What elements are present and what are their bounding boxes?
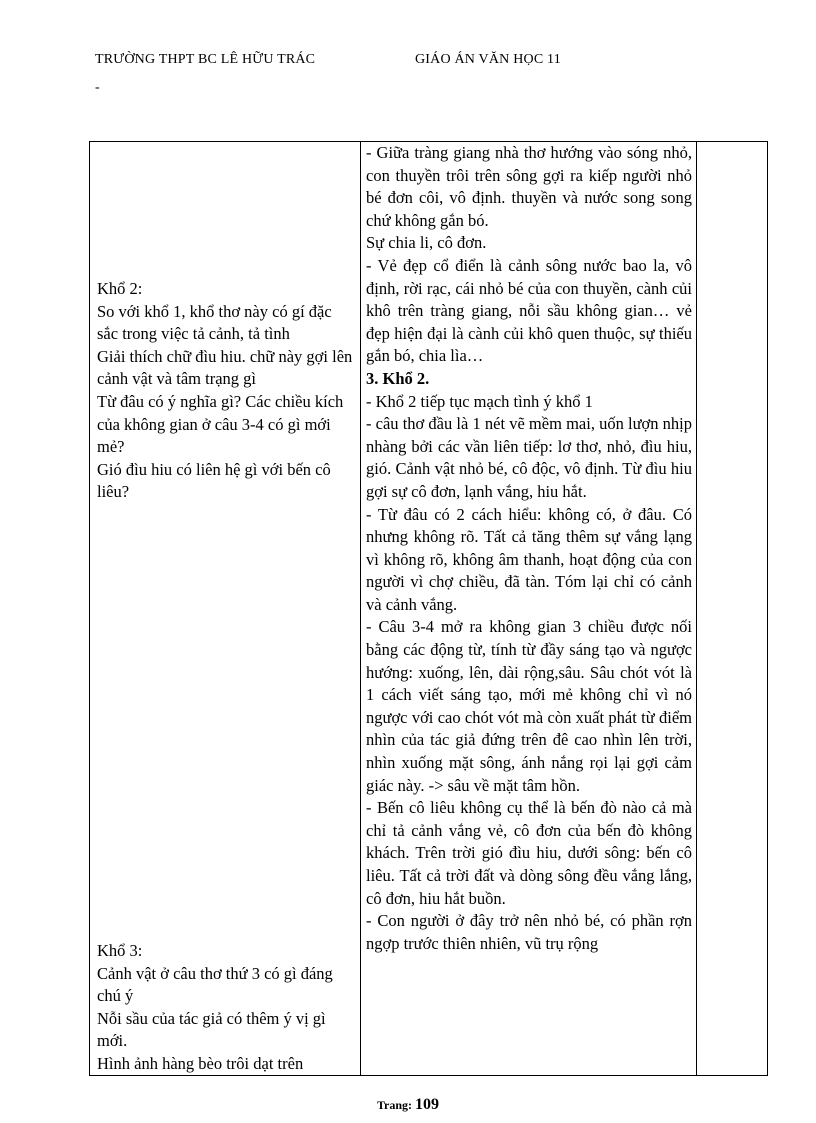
header-dash: - — [95, 80, 100, 95]
question-item: Giải thích chữ đìu hiu. chữ này gợi lên cảnh vật và tâm trạng gì — [97, 346, 353, 389]
content-paragraph: Sự chia li, cô đơn. — [366, 233, 487, 253]
page-footer — [0, 1096, 816, 1114]
questions-group-kho-3 — [97, 940, 355, 1076]
content-paragraph: - Giữa tràng giang nhà thơ hướng vào sóng nhỏ, con thuyền trôi trên sông gợi ra kiếp người nhỏ bé đơn côi, vô định. thuyền và nước song song chứ không gắn bó. — [366, 143, 692, 230]
section-heading: 3. Khổ 2. — [366, 368, 430, 388]
content-paragraph: - Bến cô liêu không cụ thể là bến đò nào cả mà chỉ tả cảnh vắng vẻ, cô đơn của bến đò không khách. Trên trời gió đìu hiu, dưới sông: bến cô liêu. Tất cả trời đất và dòng sông đều vắng lắng, cô đơn, hiu hắt buồn. — [366, 798, 692, 908]
content-paragraph: - Khổ 2 tiếp tục mạch tình ý khổ 1 — [366, 391, 593, 411]
question-item: Từ đâu có ý nghĩa gì? Các chiều kích của không gian ở câu 3-4 có gì mới mẻ? — [97, 391, 344, 457]
lesson-table — [89, 141, 768, 1076]
question-item: Nỗi sầu của tác giả có thêm ý vị gì mới. — [97, 1008, 326, 1051]
question-item: Hình ảnh hàng bèo trôi dạt trên — [97, 1053, 304, 1073]
content-paragraph: - câu thơ đầu là 1 nét vẽ mềm mai, uốn lượn nhịp nhàng bởi các vần liên tiếp: lơ thơ, nhỏ, đìu hiu, gió. Cảnh vật nhỏ bé, cô độc, vô định. Từ đìu hiu gợi sự cô đơn, lạnh vắng, hiu hắt. — [366, 414, 692, 501]
column-divider-1 — [360, 142, 361, 1075]
content-column — [366, 142, 692, 955]
content-paragraph: - Vẻ đẹp cổ điển là cảnh sông nước bao la, vô định, rời rạc, cái nhỏ bé của con thuyền, cành củi khô trên tràng giang, nỗi sầu không gian… vẻ đẹp hiện đại là cành củi khô quen thuộc, sự thiếu gắn bó, chia lìa… — [366, 255, 692, 366]
column-divider-2 — [696, 142, 697, 1075]
content-paragraph: - Con người ở đây trở nên nhỏ bé, có phần rợn ngợp trước thiên nhiên, vũ trụ rộng — [366, 911, 692, 953]
page-label: Trang: — [376, 1098, 413, 1112]
question-item: Cảnh vật ở câu thơ thứ 3 có gì đáng chú ý — [97, 963, 333, 1006]
question-heading: Khổ 2: — [97, 279, 143, 298]
page-number: 109 — [415, 1096, 440, 1113]
header-subject: GIÁO ÁN VĂN HỌC 11 — [415, 52, 561, 67]
header-school: TRƯỜNG THPT BC LÊ HỮU TRÁC — [95, 52, 316, 67]
content-paragraph: - Câu 3-4 mở ra không gian 3 chiều được nối bằng các động từ, tính từ đầy sáng tạo và ngược hướng: xuống, lên, dài rộng,sâu. Sâu chót vót là 1 cách viết sáng tạo, mới mẻ không chỉ vì nó ngược với cao chót vót mà còn xuất phát từ điểm nhìn của tác giả đứng trên đê cao nhìn lên trời, nhìn xuống mặt sông, ánh nắng rọi lại gợi cảm giác này. -> sâu về mặt tâm hồn. — [366, 617, 692, 795]
content-paragraph: - Từ đâu có 2 cách hiểu: không có, ở đâu. Có nhưng không rõ. Tất cả tăng thêm sự vắng lạng vì không rõ, không âm thanh, hoạt động của con người vì chợ chiều, đã tàn. Tóm lại chỉ có cảnh và cảnh vắng. — [366, 504, 692, 614]
question-item: Gió đìu hiu có liên hệ gì với bến cô liêu? — [97, 459, 331, 502]
questions-group-kho-2 — [97, 278, 355, 504]
question-item: So với khổ 1, khổ thơ này có gí đặc sắc trong việc tả cảnh, tả tình — [97, 301, 332, 344]
question-heading: Khổ 3: — [97, 941, 143, 960]
